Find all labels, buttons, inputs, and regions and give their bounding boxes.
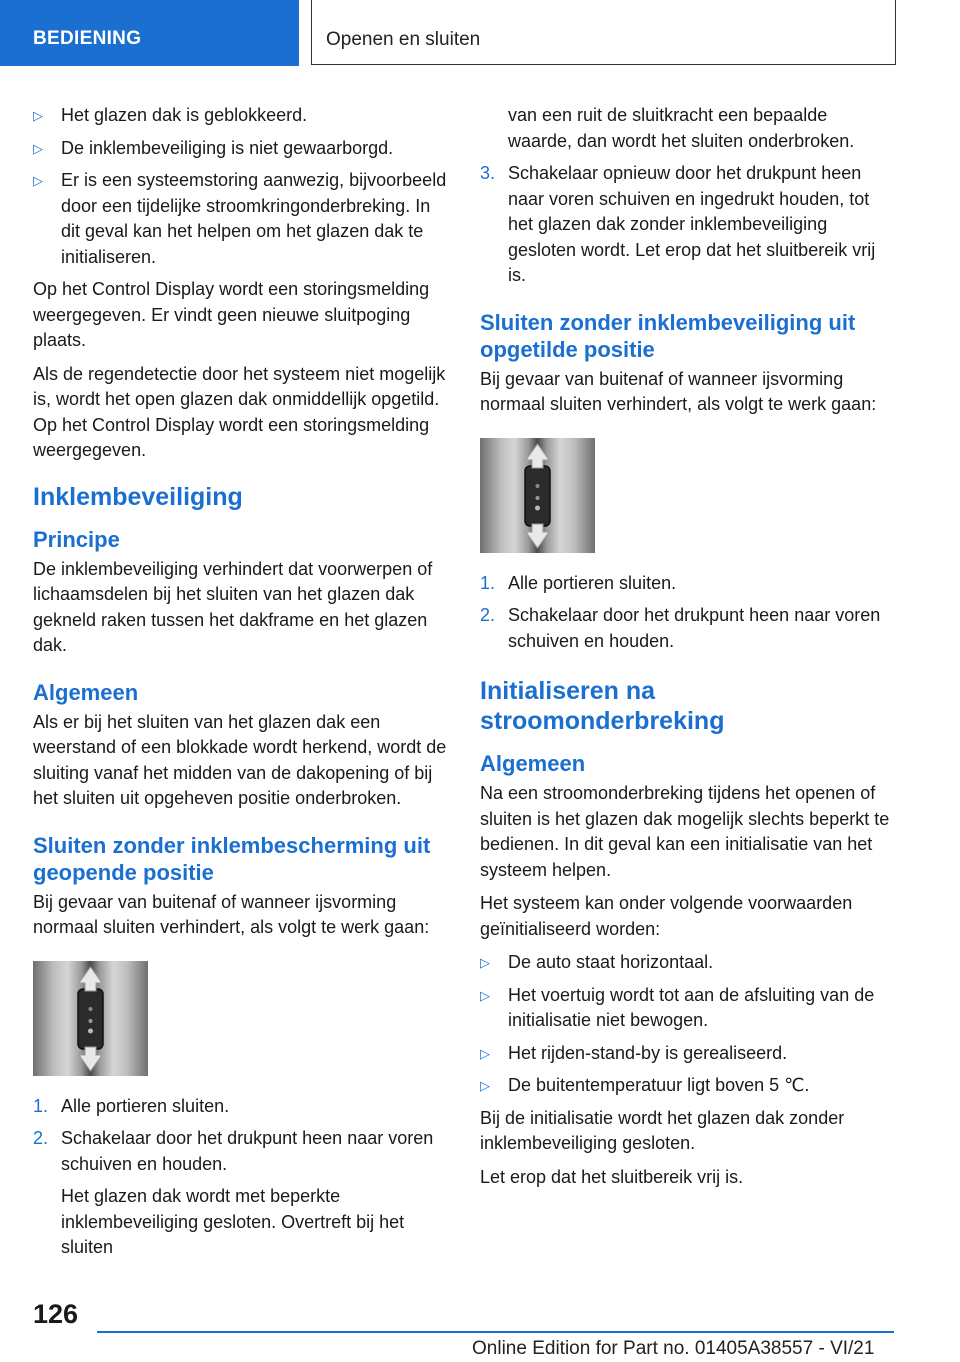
paragraph: Bij de initialisatie wordt het glazen dak zonder inklembeveiliging gesloten. [480, 1107, 845, 1153]
triangle-bullet-icon: ▷ [33, 173, 43, 188]
step-continuation: Het glazen dak wordt met beperkte inklembeveiliging gesloten. Overtreft bij het sluiten [61, 1186, 405, 1257]
list-item: 1. Alle portieren sluiten. [480, 571, 895, 597]
subheading: Principe [33, 526, 120, 552]
section-tab [0, 0, 299, 66]
right-column [480, 103, 895, 1198]
paragraph: Let erop dat het sluitbereik vrij is. [480, 1166, 744, 1187]
left-column [33, 103, 448, 1261]
list-item: 3. Schakelaar opnieuw door het drukpunt heen naar voren schuiven en ingedrukt houden, tot het glazen dak zonder inklembeveiliging gesloten wordt. Let erop dat het sluitbereik vrij is. [480, 163, 876, 285]
triangle-bullet-icon: ▷ [480, 955, 490, 970]
list-item: ▷ De buitentemperatuur ligt boven 5 ℃. [480, 1073, 895, 1099]
step-number: 2. [480, 605, 496, 625]
section-heading: Inklembeveiliging [33, 482, 243, 511]
page-number: 126 [33, 1299, 79, 1329]
roof-switch-icon [480, 438, 595, 553]
roof-switch-icon [33, 961, 148, 1076]
list-item: 2. Schakelaar door het drukpunt heen naar voren schuiven en houden. [33, 1128, 434, 1174]
list-item: ▷ Het glazen dak is geblokkeerd. [33, 103, 448, 129]
paragraph: Op het Control Display wordt een storingsmelding weergegeven. Er vindt geen nieuwe sluitpoging plaats. [33, 279, 430, 350]
edition-footer: Online Edition for Part no. 01405A38557 - VI/21 [472, 1338, 875, 1359]
list-item: ▷ De auto staat horizontaal. [480, 950, 895, 976]
chapter-title: Openen en sluiten [326, 29, 481, 50]
subheading: Sluiten zonder inklembeveiliging uit opgetilde positie [480, 309, 856, 362]
footer-divider [97, 1331, 894, 1333]
step-number: 1. [480, 572, 496, 593]
step-continuation: van een ruit de sluitkracht een bepaalde waarde, dan wordt het sluiten onderbroken. [508, 105, 855, 151]
paragraph: Als er bij het sluiten van het glazen dak een weerstand of een blokkade wordt herkend, wordt de sluiting vanaf het midden van de dakopening of bij het sluiten uit opgeheven positie onderbroken. [33, 711, 447, 808]
list-item: ▷ De inklembeveiliging is niet gewaarborgd. [33, 136, 448, 162]
paragraph: Bij gevaar van buitenaf of wanneer ijsvorming normaal sluiten verhindert, als volgt te werk gaan: [480, 368, 877, 414]
triangle-bullet-icon: ▷ [33, 108, 43, 123]
list-item: ▷ Het voertuig wordt tot aan de afsluiting van de initialisatie niet bewogen. [480, 984, 875, 1030]
section-title: BEDIENING [33, 28, 142, 49]
subheading: Sluiten zonder inklembescherming uit geopende positie [33, 832, 431, 885]
list-item: ▷ Het rijden-stand-by is gerealiseerd. [480, 1041, 895, 1067]
paragraph: Bij gevaar van buitenaf of wanneer ijsvorming normaal sluiten verhindert, als volgt te werk gaan: [33, 891, 430, 937]
paragraph: Het systeem kan onder volgende voorwaarden geïnitialiseerd worden: [480, 893, 853, 939]
section-heading: Initialiseren na stroomonderbreking [480, 677, 725, 735]
chapter-tab [311, 0, 896, 65]
roof-switch-image [480, 438, 595, 553]
subheading: Algemeen [33, 679, 139, 705]
paragraph: De inklembeveiliging verhindert dat voorwerpen of lichaamsdelen bij het sluiten van het glazen dak gekneld raken tussen het dakframe en het glazen dak. [33, 558, 433, 655]
list-item: 2. Schakelaar door het drukpunt heen naar voren schuiven en houden. [480, 605, 881, 651]
step-number: 3. [480, 163, 496, 183]
paragraph: Na een stroomonderbreking tijdens het openen of sluiten is het glazen dak mogelijk slechts beperkt te bedienen. In dit geval kan een initialisatie van het systeem helpen. [480, 783, 890, 880]
triangle-bullet-icon: ▷ [480, 1045, 490, 1061]
roof-switch-image [33, 961, 148, 1076]
triangle-bullet-icon: ▷ [480, 1078, 490, 1093]
subheading: Algemeen [480, 751, 586, 776]
step-number: 1. [33, 1095, 49, 1116]
list-item: 1. Alle portieren sluiten. [33, 1094, 448, 1120]
triangle-bullet-icon: ▷ [480, 987, 490, 1003]
step-number: 2. [33, 1128, 49, 1148]
triangle-bullet-icon: ▷ [33, 140, 43, 156]
paragraph: Als de regendetectie door het systeem niet mogelijk is, wordt het open glazen dak onmiddellijk opgetild. Op het Control Display wordt een storingsmelding weergegeven. [33, 363, 446, 460]
list-item: ▷ Er is een systeemstoring aanwezig, bijvoorbeeld door een tijdelijke stroomkringonderbreking. In dit geval kan het helpen om het glazen dak te initialiseren. [33, 170, 447, 267]
